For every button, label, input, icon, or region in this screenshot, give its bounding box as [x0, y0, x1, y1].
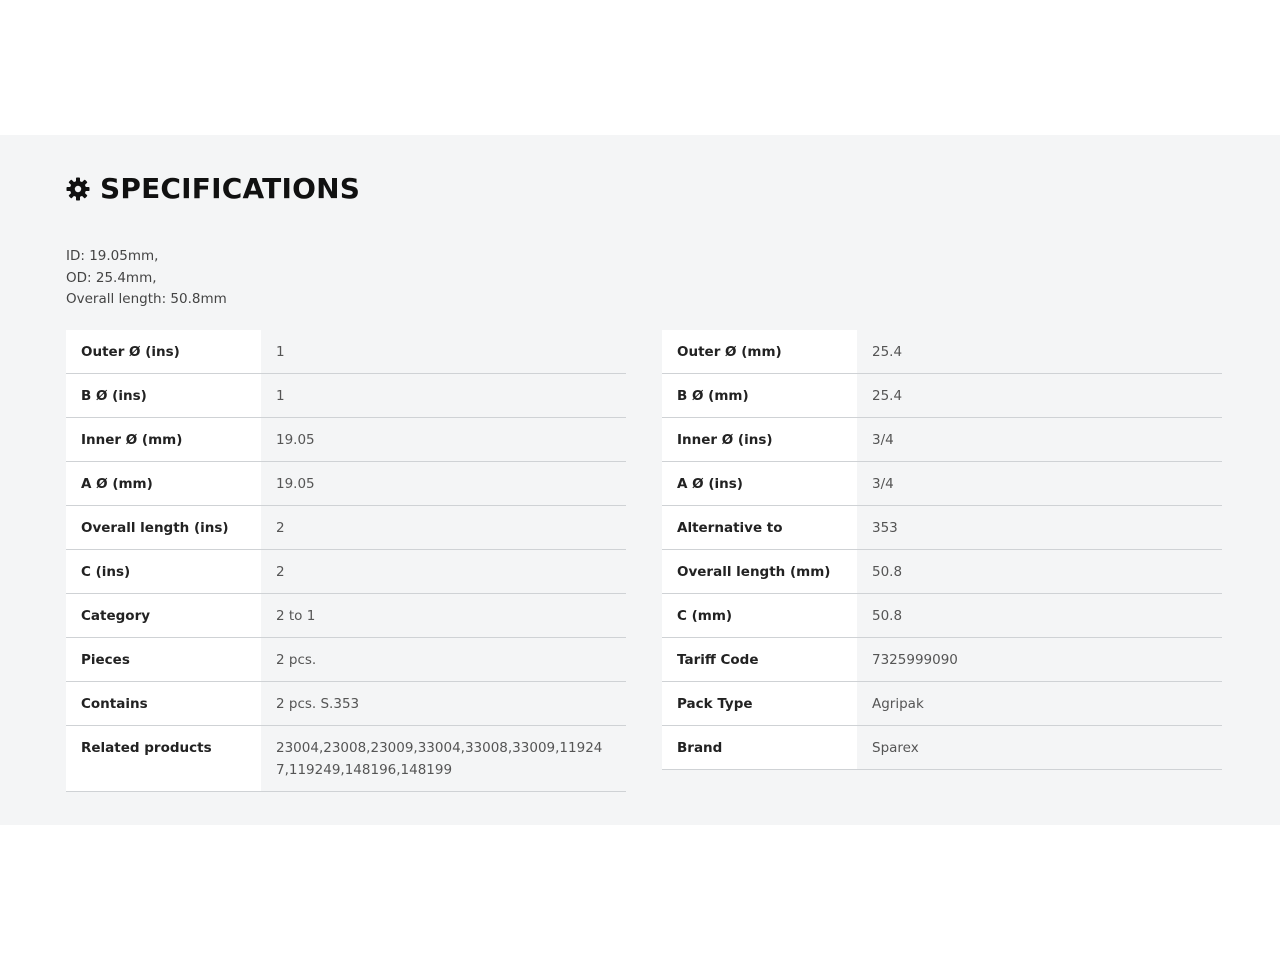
spec-value: 353	[872, 520, 898, 536]
summary-line-length: Overall length: 50.8mm	[66, 291, 227, 307]
table-row	[662, 726, 1222, 770]
spec-value: 2 pcs. S.353	[276, 696, 360, 712]
spec-label: Inner Ø (ins)	[662, 418, 857, 462]
spec-value: 2	[276, 520, 285, 536]
spec-value: 50.8	[872, 564, 903, 580]
spec-summary	[66, 246, 227, 311]
table-row	[66, 638, 626, 682]
table-row	[66, 418, 626, 462]
spec-value: 2 pcs.	[276, 652, 317, 668]
table-row	[66, 550, 626, 594]
spec-label: Overall length (ins)	[66, 506, 261, 550]
table-row	[66, 594, 626, 638]
spec-value: 3/4	[872, 476, 894, 492]
table-row	[66, 330, 626, 374]
spec-label: Outer Ø (ins)	[66, 330, 261, 374]
table-row	[662, 418, 1222, 462]
spec-table-left	[66, 330, 626, 792]
spec-label: Alternative to	[662, 506, 857, 550]
spec-value: Sparex	[872, 740, 919, 756]
table-row	[66, 374, 626, 418]
spec-label: Related products	[66, 726, 261, 792]
section-title: SPECIFICATIONS	[100, 172, 361, 205]
spec-label: Outer Ø (mm)	[662, 330, 857, 374]
spec-label: B Ø (mm)	[662, 374, 857, 418]
spec-value: 7325999090	[872, 652, 958, 668]
spec-value: 19.05	[276, 476, 315, 492]
table-row	[662, 506, 1222, 550]
spec-value: 25.4	[872, 344, 903, 360]
table-row	[662, 594, 1222, 638]
spec-value: 19.05	[276, 432, 315, 448]
table-row	[662, 374, 1222, 418]
table-row	[662, 462, 1222, 506]
gear-icon	[66, 177, 90, 201]
table-row	[66, 506, 626, 550]
spec-label: C (ins)	[66, 550, 261, 594]
table-row	[662, 638, 1222, 682]
table-row	[66, 462, 626, 506]
spec-value: 50.8	[872, 608, 903, 624]
spec-label: B Ø (ins)	[66, 374, 261, 418]
spec-label: A Ø (ins)	[662, 462, 857, 506]
spec-value: 25.4	[872, 388, 903, 404]
spec-label: Overall length (mm)	[662, 550, 857, 594]
related-products-value: 23004,23008,23009,33004,33008,33009,119247,119249,148196,148199	[276, 740, 603, 778]
table-row	[66, 682, 626, 726]
spec-value: 1	[276, 344, 285, 360]
spec-label: Inner Ø (mm)	[66, 418, 261, 462]
spec-value: 1	[276, 388, 285, 404]
spec-label: C (mm)	[662, 594, 857, 638]
spec-value: 2	[276, 564, 285, 580]
spec-table-right	[662, 330, 1222, 770]
summary-line-od: OD: 25.4mm,	[66, 269, 157, 286]
summary-line-id: ID: 19.05mm,	[66, 248, 159, 264]
table-row	[66, 726, 626, 792]
spec-label: Tariff Code	[662, 638, 857, 682]
table-row	[662, 550, 1222, 594]
spec-value: 2 to 1	[276, 608, 316, 624]
spec-label: Pack Type	[662, 682, 857, 726]
table-row	[662, 682, 1222, 726]
specifications-header	[66, 170, 360, 208]
spec-label: Brand	[662, 726, 857, 770]
spec-value: Agripak	[872, 696, 924, 712]
table-row	[662, 330, 1222, 374]
spec-label: Category	[66, 594, 261, 638]
spec-value: 3/4	[872, 432, 894, 448]
spec-label: Pieces	[66, 638, 261, 682]
spec-label: A Ø (mm)	[66, 462, 261, 506]
spec-label: Contains	[66, 682, 261, 726]
